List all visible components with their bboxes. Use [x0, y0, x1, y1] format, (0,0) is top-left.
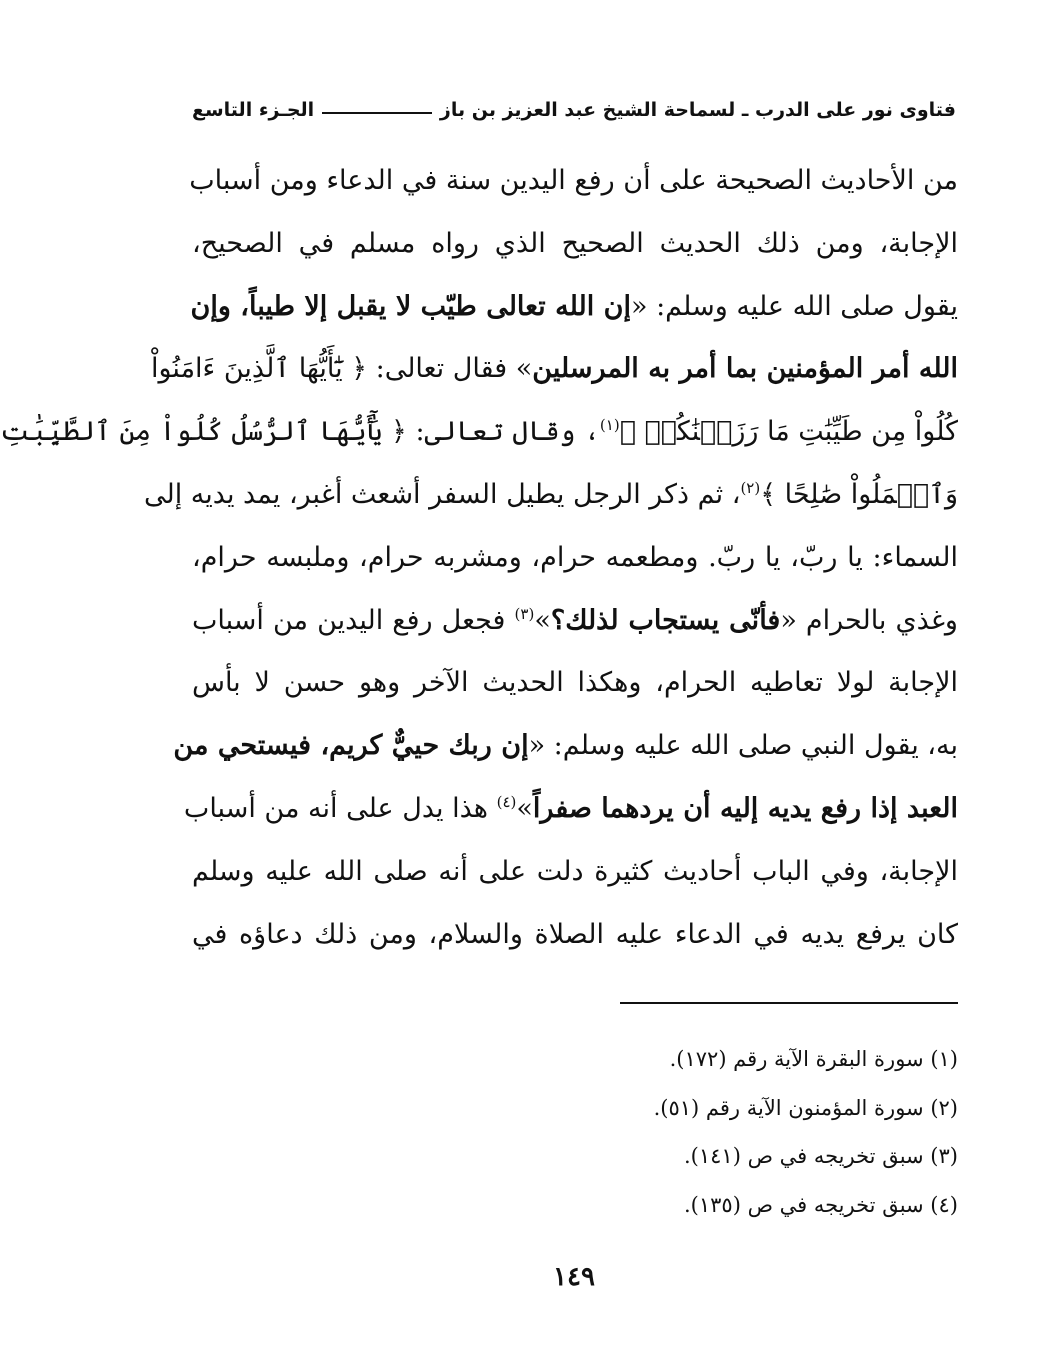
hadith-quote: الله أمر المؤمنين بما أمر به المرسلين: [532, 353, 958, 385]
page-number: ١٤٩: [553, 1262, 595, 1292]
quran-quote: » فقال تعالى: ﴿ يَٰٓأَيُّهَا ٱلَّذِينَ ءَامَنُواْ: [150, 353, 533, 385]
header-rule: [322, 112, 432, 114]
text-segment: فجعل رفع اليدين من أسباب: [192, 604, 515, 636]
text-line: [192, 527, 958, 590]
text-segment: ، ثم ذكر الرجل يطيل السفر أشعث أغبر، يمد يديه إلى: [143, 478, 741, 510]
text-segment: الإجابة، وفي الباب أحاديث كثيرة دلت على أنه صلى الله عليه وسلم: [192, 855, 958, 887]
body-text: [0, 150, 958, 966]
hadith-quote: العبد إذا رفع يديه إليه أن يردهما صفراً: [532, 792, 958, 824]
hadith-quote: فأنّى يستجاب لذلك؟: [550, 604, 781, 636]
footnote-marker: (١): [599, 416, 620, 435]
footnote: (١) سورة البقرة الآية رقم (١٧٢).: [669, 1047, 958, 1071]
text-line: [192, 213, 958, 276]
text-segment: يقول صلى الله عليه وسلم: «: [630, 290, 958, 322]
text-line: [192, 590, 958, 653]
text-segment: وغذي بالحرام «: [780, 604, 958, 636]
text-line: [192, 276, 958, 339]
text-line: [192, 841, 958, 904]
text-segment: من الأحاديث الصحيحة على أن رفع اليدين سنة في الدعاء ومن أسباب: [189, 165, 958, 196]
text-line: [173, 715, 958, 778]
running-header: [192, 92, 956, 128]
footnote-separator: [620, 1002, 958, 1004]
text-line: [0, 401, 958, 464]
footnotes: [400, 1035, 958, 1229]
footnote: (٢) سورة المؤمنون الآية رقم (٥١).: [653, 1095, 958, 1120]
text-line: [192, 904, 958, 967]
text-segment: السماء: يا ربّ، يا ربّ. ومطعمه حرام، ومشربه حرام، وملبسه حرام،: [192, 541, 958, 573]
text-segment: الإجابة لولا تعاطيه الحرام، وهكذا الحديث الآخر وهو حسن لا بأس: [192, 667, 958, 699]
footnote-marker: (٣): [514, 604, 535, 623]
text-segment: الإجابة، ومن ذلك الحديث الصحيح الذي رواه مسلم في الصحيح،: [192, 227, 958, 259]
text-segment: كان يرفع يديه في الدعاء عليه الصلاة والسلام، ومن ذلك دعاؤه في: [192, 918, 958, 950]
text-line: [150, 338, 958, 401]
quran-quote: وَٱعۡمَلُواْ صَٰلِحًا ﴾: [760, 478, 958, 510]
footnote-marker: (٢): [740, 478, 761, 497]
text-line: [143, 464, 958, 527]
quran-quote: ، وقال تعالى: ﴿ يَٰٓأَيُّهَا ٱلرُّسُلُ كُلُواْ مِنَ ٱلطَّيِّبَٰتِ: [0, 416, 600, 448]
hadith-quote: إن الله تعالى طيّب لا يقبل إلا طيباً، وإن: [190, 290, 631, 322]
text-line: [189, 150, 958, 213]
text-line: [192, 652, 958, 715]
book-title: فتاوى نور على الدرب ـ لسماحة الشيخ عبد العزيز بن باز: [439, 99, 956, 121]
text-segment: به، يقول النبي صلى الله عليه وسلم: «: [528, 730, 958, 762]
quran-quote: كُلُواْ مِن طَيِّبَٰتِ مَا رَزَقۡنَٰكُمۡ ﴾: [619, 416, 958, 448]
footnote-marker: (٤): [496, 792, 517, 811]
text-line: [183, 778, 958, 841]
footnote: (٣) سبق تخريجه في ص (١٤١).: [684, 1144, 958, 1168]
text-segment: هذا يدل على أنه من أسباب: [183, 792, 497, 824]
footnote: (٤) سبق تخريجه في ص (١٣٥).: [684, 1192, 958, 1217]
volume-label: الجـزء التاسع: [192, 99, 315, 121]
text-segment: »: [516, 792, 533, 824]
text-segment: »: [534, 604, 551, 636]
hadith-quote: إن ربك حييٌّ كريم، فيستحي من: [173, 730, 529, 762]
